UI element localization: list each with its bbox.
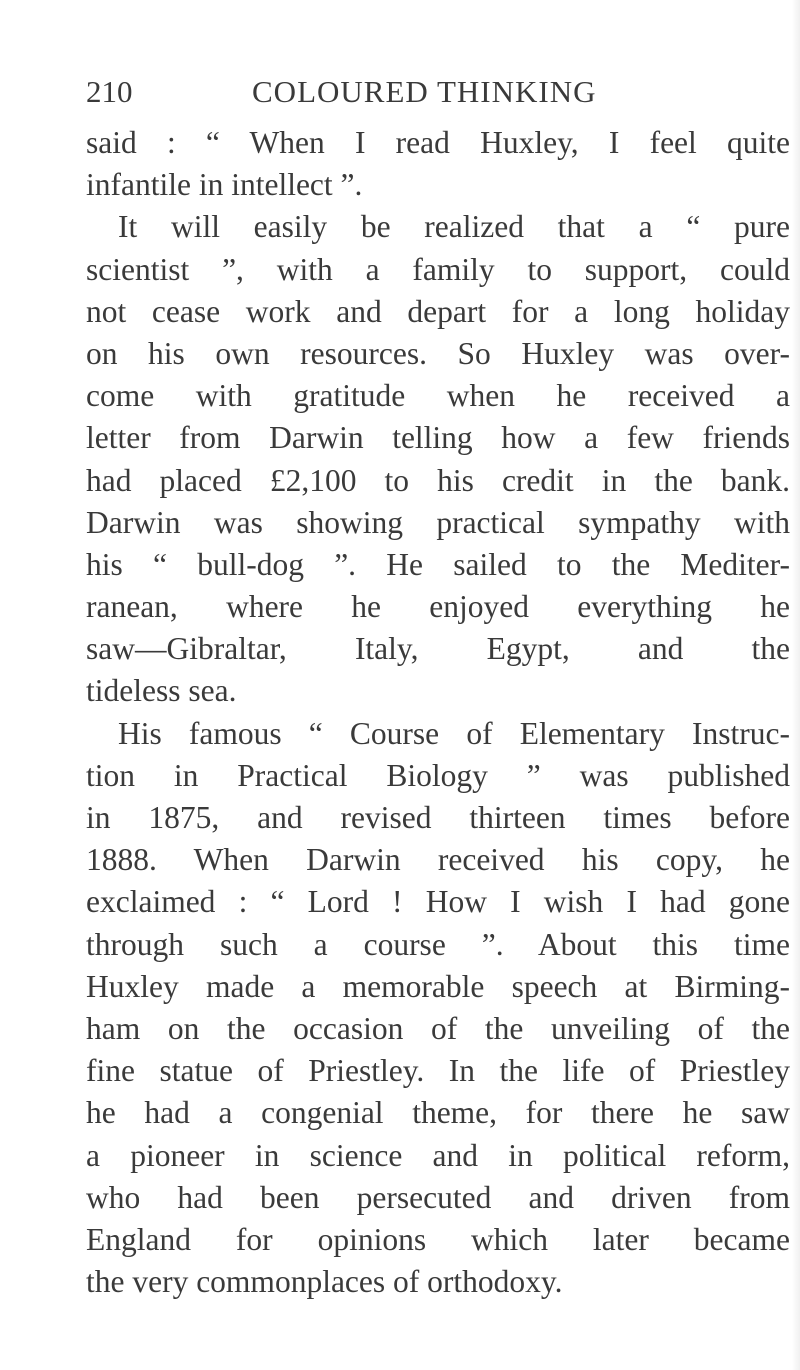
text-line: a pioneer in science and in political reform, [86,1137,790,1173]
text-line: Darwin was showing practical sympathy with [86,504,790,540]
text-line: who had been persecuted and driven from [86,1179,790,1215]
text-line: in 1875, and revised thirteen times before [86,800,790,835]
body-text [86,122,790,1303]
page-edge-shadow [792,0,800,1370]
text-line: ranean, where he enjoyed everything he [86,589,790,625]
text-line: through such a course ”. About this time [86,926,790,962]
text-line: the very commonplaces of orthodoxy. [86,1264,563,1300]
text-line: scientist ”, with a family to support, could [86,251,790,287]
text-line: not cease work and depart for a long holiday [86,293,790,329]
text-line: ham on the occasion of the unveiling of the [86,1010,790,1046]
text-line: had placed £2,100 to his credit in the bank. [86,462,790,498]
text-line: 1888. When Darwin received his copy, he [86,842,790,878]
text-line: infantile in intellect ”. [86,167,363,203]
text-line: said : “ When I read Huxley, I feel quite [86,125,790,160]
page-header [86,70,782,114]
page-number: 210 [86,74,133,109]
text-line: saw—Gibraltar, Italy, Egypt, and the [86,631,790,667]
text-line: tion in Practical Biology ” was published [86,757,790,793]
text-line: on his own resources. So Huxley was over- [86,335,790,371]
text-line: letter from Darwin telling how a few friends [86,420,790,456]
text-line: tideless sea. [86,673,237,709]
text-line: his “ bull-dog ”. He sailed to the Mediter- [86,546,790,582]
text-line: come with gratitude when he received a [86,378,790,414]
text-line: His famous “ Course of Elementary Instruc- [118,715,790,751]
text-line: he had a congenial theme, for there he saw [86,1095,790,1131]
text-line: exclaimed : “ Lord ! How I wish I had gone [86,884,790,920]
running-title: COLOURED THINKING [252,74,597,109]
text-line: England for opinions which later became [86,1221,790,1257]
text-line: It will easily be realized that a “ pure [118,209,790,245]
text-line: Huxley made a memorable speech at Birming- [86,968,790,1004]
text-line: fine statue of Priestley. In the life of Priestley [86,1053,790,1089]
